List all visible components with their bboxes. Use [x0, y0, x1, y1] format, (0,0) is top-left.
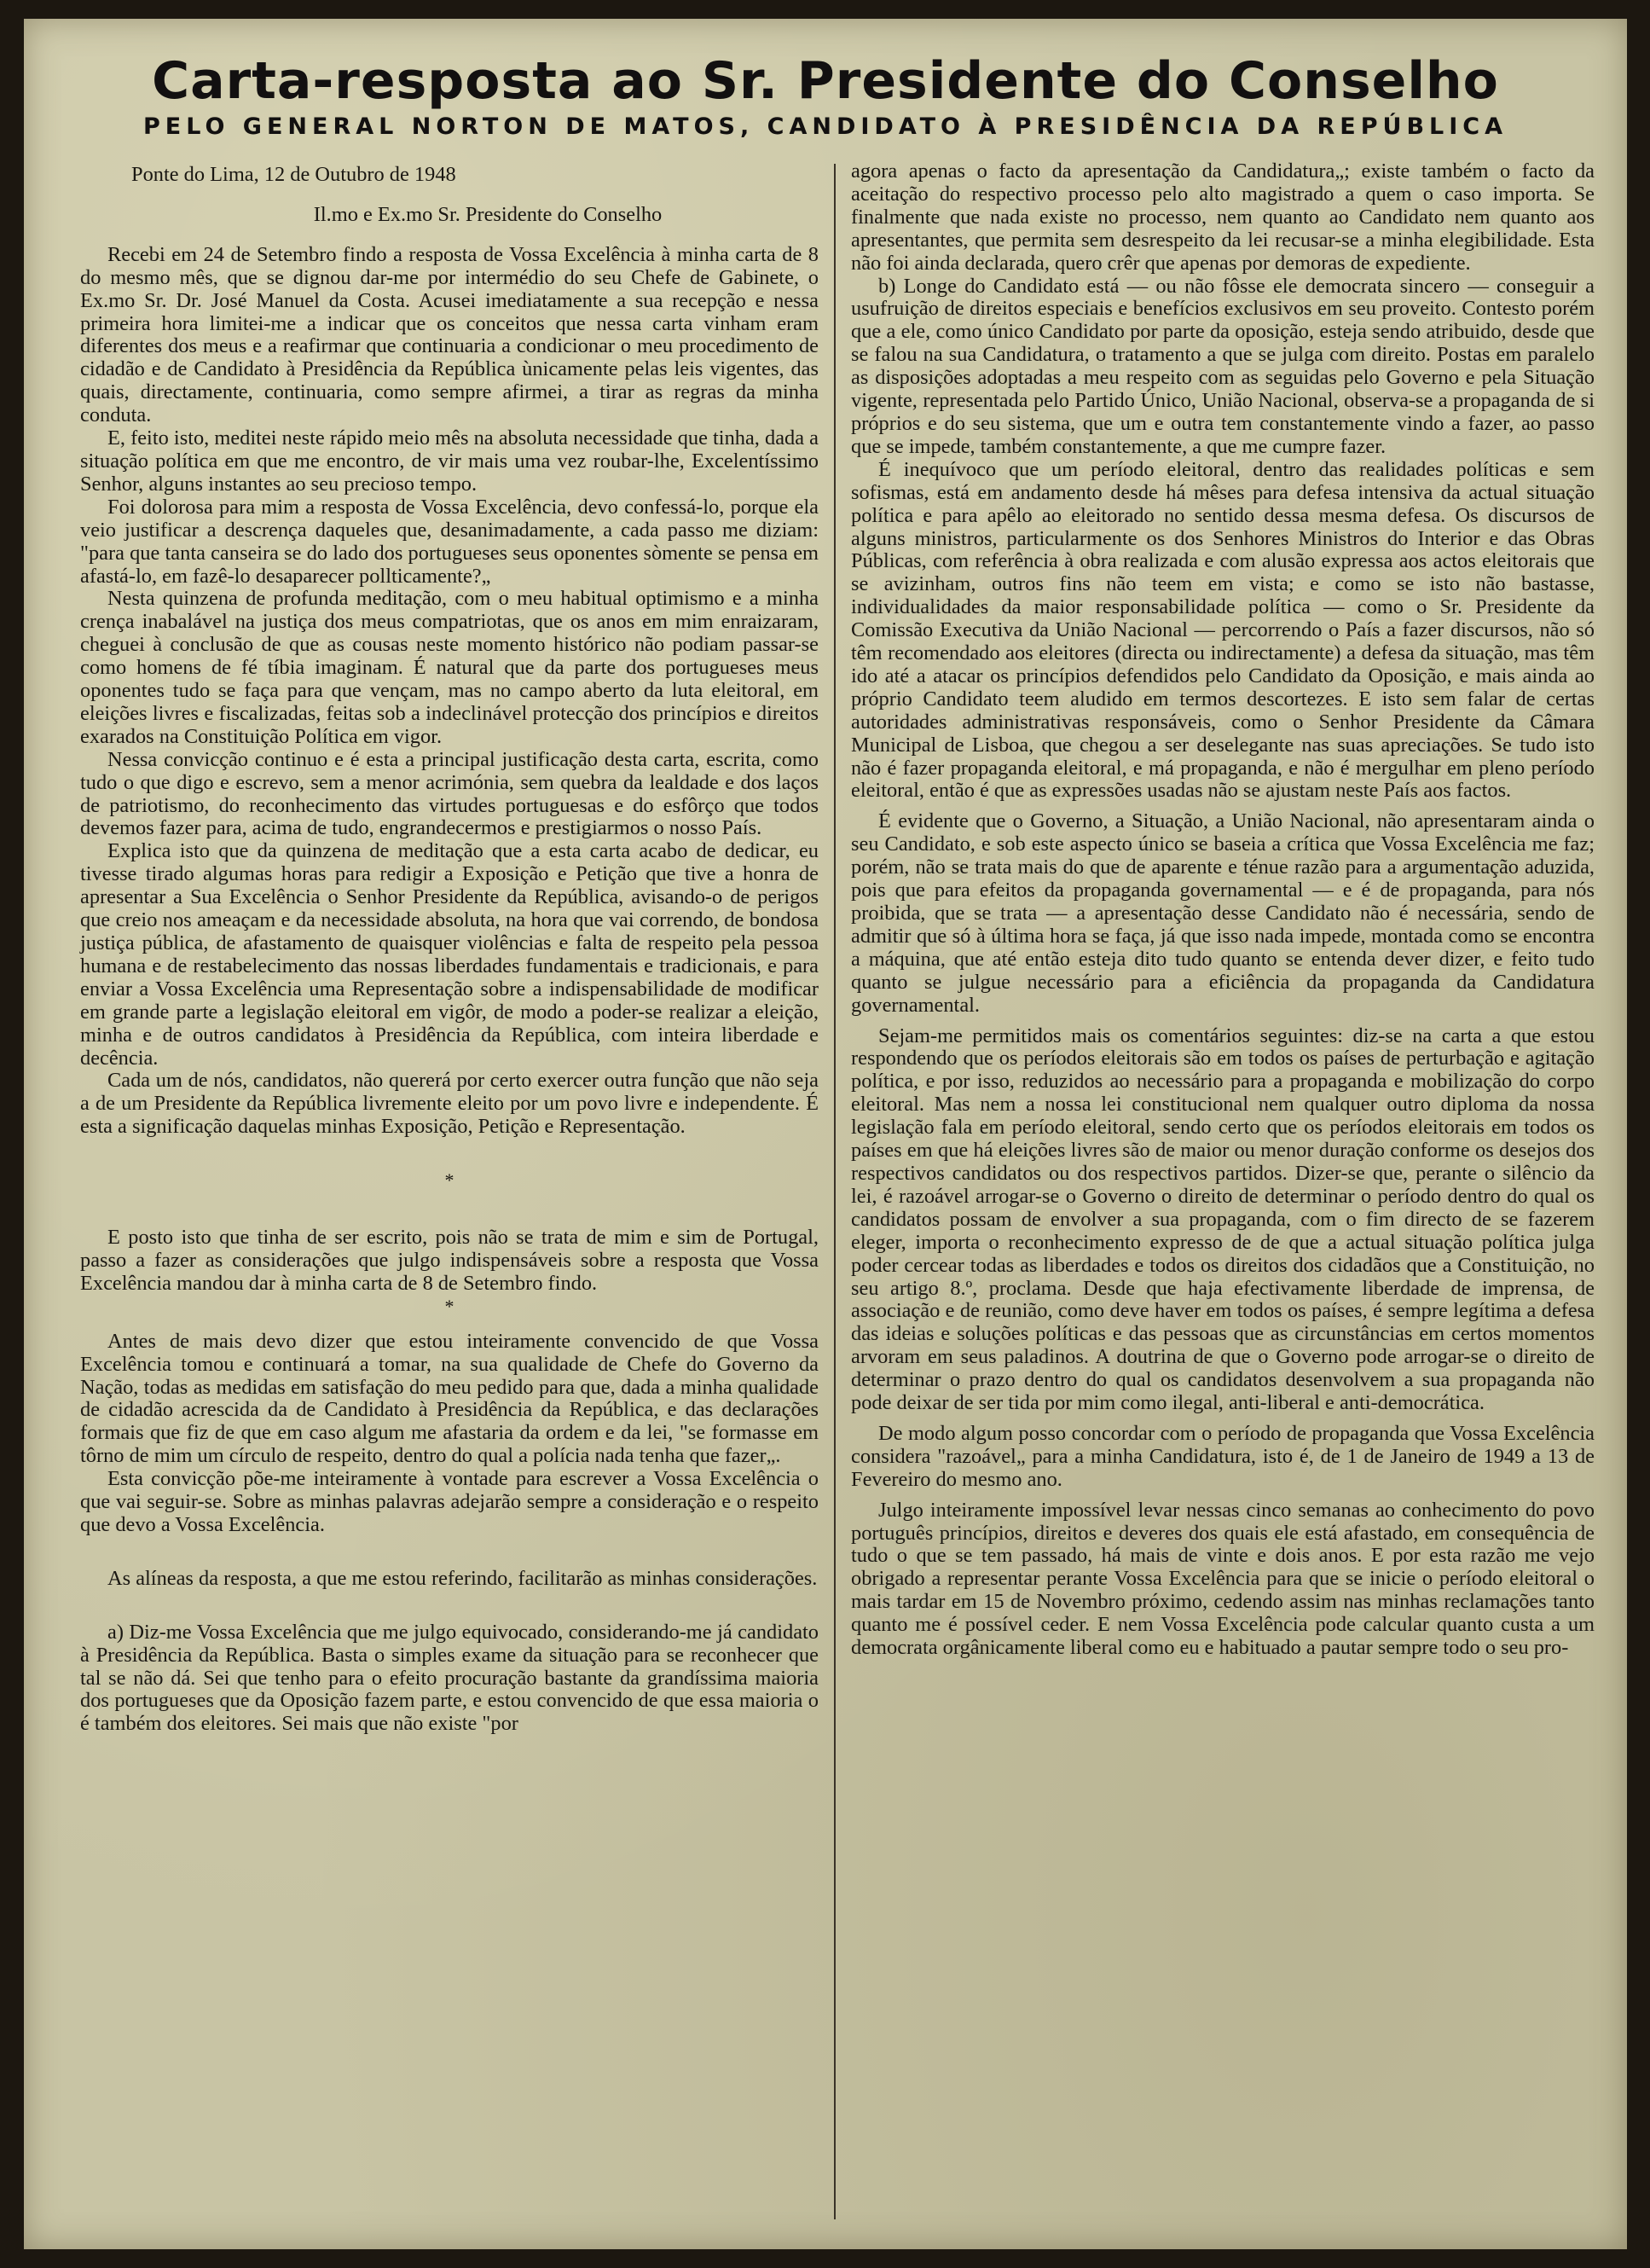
right-column: [851, 160, 1595, 1660]
paragraph: Nesta quinzena de profunda meditação, com o meu habitual optimismo e a minha crença inabalável na justiça dos meus compatriotas, que os anos em mim enraizaram, cheguei à conclusão de que as cousas neste momento histórico não podiam passar-se como homens de fé tíbia imaginam. É natural que da parte dos portugueses meus oponentes tudo se faça para que vençam, mas no campo aberto da luta eleitoral, em eleições livres e fiscalizadas, feitas sob a indeclinável protecção dos princípios e direitos exarados na Constituição Política em vigor.: [80, 587, 819, 748]
left-column: [80, 164, 819, 1736]
paragraph: Esta convicção põe-me inteiramente à vontade para escrever a Vossa Excelência o que vai seguir-se. Sobre as minhas palavras adejarão sempre a consideração e o respeito que devo a Vossa Excelência.: [80, 1467, 819, 1536]
paragraph: Explica isto que da quinzena de meditação que a esta carta acabo de dedicar, eu tivesse tirado algumas horas para redigir a Exposição e Petição que tive a honra de apresentar a Sua Excelência o Senhor Presidente da República, avisando-o de perigos que creio nos ameaçam e da necessidade absoluta, na hora que vai correndo, de bondosa justiça pública, de afastamento de quaisquer violências e falta de respeito pela pessoa humana e de restabelecimento das nossas liberdades fundamentais e tradicionais, e para enviar a Vossa Excelência uma Representação sobre a indispensabilidade de modificar em grande parte a legislação eleitoral em vigôr, de modo a poder-se realizar a eleição, minha e de outros candidatos à Presidência da República, com inteira liberdade e decência.: [80, 839, 819, 1070]
paragraph: E posto isto que tinha de ser escrito, pois não se trata de mim e sim de Portugal, passo a fazer as considerações que julgo indispensáveis sobre a resposta que Vossa Excelência mandou dar à minha carta de 8 de Setembro findo.: [80, 1226, 819, 1295]
paragraph: De modo algum posso concordar com o período de propaganda que Vossa Excelência considera "razoável„ para a minha Candidatura, isto é, de 1 de Janeiro de 1949 a 13 de Fevereiro do mesmo ano.: [851, 1421, 1595, 1491]
paragraph: b) Longe do Candidato está — ou não fôsse ele democrata sincero — conseguir a usufruição de direitos especiais e benefícios exclusivos em seu proveito. Contesto porém que a ele, como único Candidato por parte da oposição, esteja sendo atribuido, desde que se falou na sua Candidatura, o tratamento a que se julga com direito. Postas em paralelo as disposições adoptadas a meu respeito com as seguidas pelo Governo e pela Situação vigente, representada pelo Partido Único, União Nacional, observa-se a propaganda de si próprios e do seu sistema, que um e outra tem constantemente vindo a fazer, ao passo que se impede, também constantemente, a que me cumpre fazer.: [851, 274, 1595, 458]
paragraph: Antes de mais devo dizer que estou inteiramente convencido de que Vossa Excelência tomou e continuará a tomar, na sua qualidade de Chefe do Governo da Nação, todas as medidas em satisfação do meu pedido para que, dada a minha qualidade de cidadão acrescida da de Candidato à Presidência da República, e das declarações formais que fiz de que em caso algum me afastaria da ordem e da lei, "se formasse em tôrno de mim um círculo de respeito, dentro do qual a polícia nada tenha que fazer„.: [80, 1329, 819, 1468]
paragraph: agora apenas o facto da apresentação da Candidatura„; existe também o facto da aceitação do respectivo processo pelo alto magistrado a quem o caso importa. Se finalmente que nada existe no processo, nem quanto ao Candidato nem quanto aos apresentantes, que permita sem desrespeito da lei recusar-se a minha elegibilidade. Esta não foi ainda declarada, quero crêr que apenas por demoras de expediente.: [851, 160, 1595, 275]
dateline: Ponte do Lima, 12 de Outubro de 1948: [131, 163, 456, 186]
paragraph: Sejam-me permitidos mais os comentários seguintes: diz-se na carta a que estou respondendo que os períodos eleitorais são em todos os países de perturbação e agitação política, e por isso, reduzidos ao necessário para a propaganda e mobilização do corpo eleitoral. Mas nem a nossa lei constitucional nem qualquer outro diploma da nossa legislação fala em período eleitoral, sendo certo que os períodos eleitorais em todos os países em que há eleições livres são de maior ou menor duração conforme os desejos dos respectivos candidatos ou dos respectivos partidos. Dizer-se que, perante o silêncio da lei, é razoável arrogar-se o Governo o direito de determinar o período dentro do qual os candidatos possam de envolver a sua propaganda, com o fim directo de se fazerem eleger, importa o reconhecimento expresso de de que a actual situação política julga poder cercear todas as liberdades e todos os direitos dos cidadãos que a Constituição, no seu artigo 8.º, proclama. Desde que haja efectivamente liberdade de imprensa, de associação e de reunião, como deve haver em todos os países, é sempre legítima a defesa das ideias e soluções políticas e das pessoas que as circunstâncias em certos momentos arvoram em seus paladinos. A doutrina de que o Governo pode arrogar-se o direito de determinar o prazo dentro do qual os candidatos desenvolvem a sua propaganda não pode deixar de ser tida por mim como ilegal, anti-liberal e anti-democrática.: [851, 1024, 1595, 1415]
paragraph: É inequívoco que um período eleitoral, dentro das realidades políticas e sem sofismas, está em andamento desde há mêses para defesa intensiva da actual situação política e para apêlo ao eleitorado no sentido dessa mesma defesa. Os discursos de alguns ministros, particularmente os dos Senhores Ministros do Interior e das Obras Públicas, com referência à obra realizada e com alusão expressa aos actos eleitorais que se avizinham, outros fins não teem em vista; e como se isto não bastasse, individualidades da maior responsabilidade política — como o Sr. Presidente da Comissão Executiva da União Nacional — percorrendo o País a fazer discursos, não só têm recomendado aos eleitores (directa ou indirectamente) a defesa da situação, mas têm ido até a atacar os princípios defendidos pelo Candidato da Oposição, e mais ainda ao próprio Candidato teem aludido em termos descortezes. E isto sem falar de certas autoridades administrativas responsáveis, como o Senhor Presidente da Câmara Municipal de Lisboa, que chegou a ser deselegante nas suas apreciações. Se tudo isto não é fazer propaganda eleitoral, e má propaganda, e não é mergulhar em pleno período eleitoral, então é que as expressões usadas não se ajustam neste País aos factos.: [851, 457, 1595, 803]
column-divider: [834, 164, 836, 2219]
section-separator: *: [444, 1169, 454, 1192]
paragraph: Julgo inteiramente impossível levar nessas cinco semanas ao conhecimento do povo português princípios, direitos e deveres dos quais ele está afastado, em consequência de tudo o que se tem passado, há mais de vinte e dois anos. E por esta razão me vejo obrigado a representar perante Vossa Excelência para que se inicie o período eleitoral o mais tardar em 15 de Novembro próximo, cedendo assim nas minhas reclamações tanto quanto me é possível ceder. E nem Vossa Excelência pode calcular quanto custa a um democrata orgânicamente liberal como eu e habituado a pautar sempre todo o seu pro-: [851, 1498, 1595, 1660]
page-title: Carta-resposta ao Sr. Presidente do Conselho: [152, 51, 1499, 111]
paragraph: Nessa convicção continuo e é esta a principal justificação desta carta, escrita, como tudo o que digo e escrevo, sem a menor acrimónia, sem quebra da lealdade e dos laços de patriotismo, do reconhecimento das virtudes portuguesas e do esfôrço que todos devemos fazer para, acima de tudo, engrandecermos e prestigiarmos o nosso País.: [80, 747, 819, 840]
salutation: Il.mo e Ex.mo Sr. Presidente do Conselho: [313, 202, 663, 226]
paragraph: Recebi em 24 de Setembro findo a resposta de Vossa Excelência à minha carta de 8 do mesmo mês, que se dignou dar-me por intermédio do seu Chefe de Gabinete, o Ex.mo Sr. Dr. José Manuel da Costa. Acusei imediatamente a sua recepção e nessa primeira hora limitei-me a indicar que os conceitos que nessa carta vinham eram diferentes dos meus e a reafirmar que continuaria a condicionar o meu procedimento de cidadão e de Candidato à Presidência da República ùnicamente pelas leis vigentes, das quais, directamente, continuaria, como sempre afirmei, a tirar as regras da minha conduta.: [80, 242, 819, 427]
newspaper-page: [24, 19, 1627, 2249]
paragraph: É evidente que o Governo, a Situação, a União Nacional, não apresentaram ainda o seu Candidato, e sob este aspecto único se baseia a crítica que Vossa Excelência me faz; porém, não se trata mais do que de aparente e ténue razão para a argumentação aduzida, pois que para efeitos da propaganda governamental — e é de propaganda, para nós proibida, que se trata — a apresentação desse Candidato não é necessária, sendo de admitir que só à última hora se faça, já que isso nada impede, montada como se encontra a máquina, que até então esteja dito tudo quanto se entenda dever dizer, e feito tudo quanto se julgue necessário para a eficiência da propaganda da Candidatura governamental.: [851, 809, 1595, 1017]
paragraph: Cada um de nós, candidatos, não quererá por certo exercer outra função que não seja a de um Presidente da República livremente eleito por um povo livre e independente. É esta a significação daquelas minhas Exposição, Petição e Representação.: [80, 1069, 819, 1139]
page-subtitle: PELO GENERAL NORTON DE MATOS, CANDIDATO À PRESIDÊNCIA DA REPÚBLICA: [142, 113, 1508, 140]
paragraph: a) Diz-me Vossa Excelência que me julgo equivocado, considerando-me já candidato à Presidência da República. Basta o simples exame da situação para se reconhecer que tal se não dá. Sei que tenho para o efeito procuração bastante da grandíssima maioria dos portugueses que da Oposição fazem parte, e estou convencido de que essa maioria o é também dos eleitores. Sei mais que não existe "por: [80, 1620, 819, 1736]
paragraph: E, feito isto, meditei neste rápido meio mês na absoluta necessidade que tinha, dada a situação política em que me encontro, de vir mais uma vez roubar-lhe, Excelentíssimo Senhor, alguns instantes ao seu precioso tempo.: [80, 426, 819, 496]
paragraph: As alíneas da resposta, a que me estou referindo, facilitarão as minhas considerações.: [107, 1566, 818, 1590]
paragraph: Foi dolorosa para mim a resposta de Vossa Excelência, devo confessá-lo, porque ela veio justificar a descrença daqueles que, desanimadamente, a cada passo me diziam: "para que tanta canseira se do lado dos portugueses seus oponentes sòmente se pensa em afastá-lo, em fazê-lo desaparecer pollticamente?„: [80, 495, 819, 588]
section-separator: *: [444, 1295, 454, 1317]
